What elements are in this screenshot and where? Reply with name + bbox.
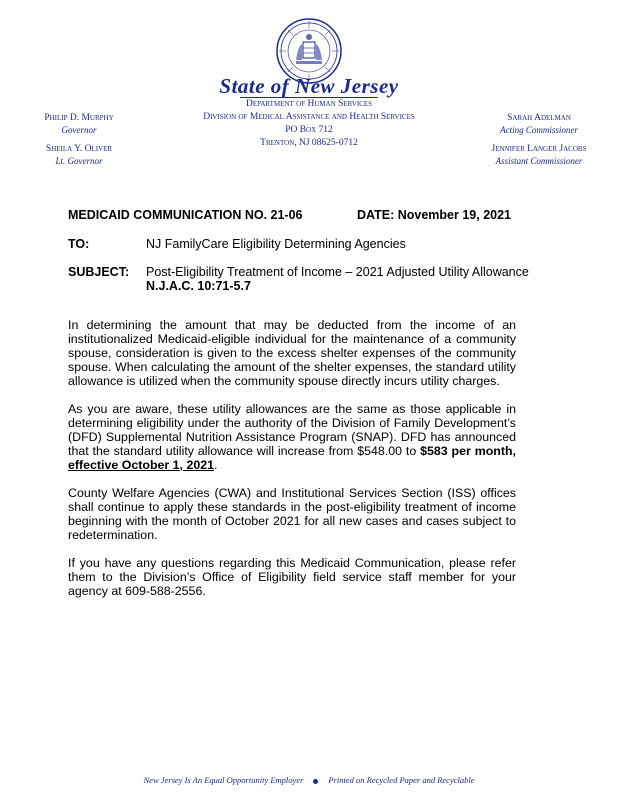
title-rule <box>240 97 378 98</box>
official-governor <box>24 112 134 136</box>
allowance-amount: $583 per month, <box>420 444 516 458</box>
official-name: Philip D. Murphy <box>44 113 114 123</box>
footer <box>0 775 618 785</box>
city-address: Trenton, NJ 08625-0712 <box>260 138 358 148</box>
official-title: Governor <box>61 125 97 135</box>
official-name: Jennifer Langer Jacobs <box>491 144 587 154</box>
official-name: Sarah Adelman <box>507 113 571 123</box>
left-officials <box>24 112 134 174</box>
official-name: Sheila Y. Oliver <box>45 144 113 154</box>
to-label: TO: <box>68 237 90 251</box>
communication-date: DATE: November 19, 2021 <box>357 208 511 222</box>
official-lt-governor <box>24 143 134 167</box>
subject-line-1: Post-Eligibility Treatment of Income – 2021 Adjusted Utility Allowance <box>146 265 529 279</box>
paragraph-2-text: As you are aware, these utility allowances are the same as those applicable in determining eligibility under the authority of the Division of Family Development’s (DFD) Supplemental Nutrition Assistance Program (SNAP). DFD has announced that the standard utility allowance will increase from $548.00 to <box>68 402 516 458</box>
official-assistant-commissioner <box>474 143 604 167</box>
official-title: Assistant Commissioner <box>495 156 583 166</box>
state-title: State of New Jersey <box>219 74 399 98</box>
paragraph-1: In determining the amount that may be deducted from the income of an institutionalized Medicaid-eligible individual for the maintenance of a community spouse, consideration is given to the excess shelter expenses of the community spouse. When calculating the amount of the shelter expenses, the standard utility allowance is utilized when the community spouse directly incurs utility charges. <box>68 318 516 388</box>
po-box: PO Box 712 <box>285 125 333 135</box>
right-officials <box>474 112 604 174</box>
department-name: Department of Human Services <box>245 99 372 109</box>
to-value: NJ FamilyCare Eligibility Determining Agencies <box>146 237 406 251</box>
paragraph-3: County Welfare Agencies (CWA) and Institutional Services Section (ISS) offices shall continue to apply these standards in the post-eligibility treatment of income beginning with the month of October 2021 for all new cases and cases subject to redetermination. <box>68 486 516 542</box>
footer-recycled: Printed on Recycled Paper and Recyclable <box>328 775 475 785</box>
bullet-icon <box>313 779 318 784</box>
effective-date: effective October 1, 2021 <box>68 458 215 472</box>
footer-equal-opportunity: New Jersey Is An Equal Opportunity Employer <box>143 775 304 785</box>
subject-line-2: N.J.A.C. 10:71-5.7 <box>146 279 251 293</box>
communication-number: MEDICAID COMMUNICATION NO. 21-06 <box>68 208 303 222</box>
letter-body <box>68 318 516 612</box>
subject-label: SUBJECT: <box>68 265 130 279</box>
official-commissioner <box>474 112 604 136</box>
division-name: Division of Medical Assistance and Health Services <box>203 112 415 122</box>
paragraph-2-end: . <box>214 458 218 472</box>
official-title: Acting Commissioner <box>500 125 578 135</box>
paragraph-4: If you have any questions regarding this Medicaid Communication, please refer them to the Division’s Office of Eligibility field service staff member for your agency at 609-588-2556. <box>68 556 516 598</box>
official-title: Lt. Governor <box>55 156 103 166</box>
paragraph-2 <box>68 402 516 472</box>
